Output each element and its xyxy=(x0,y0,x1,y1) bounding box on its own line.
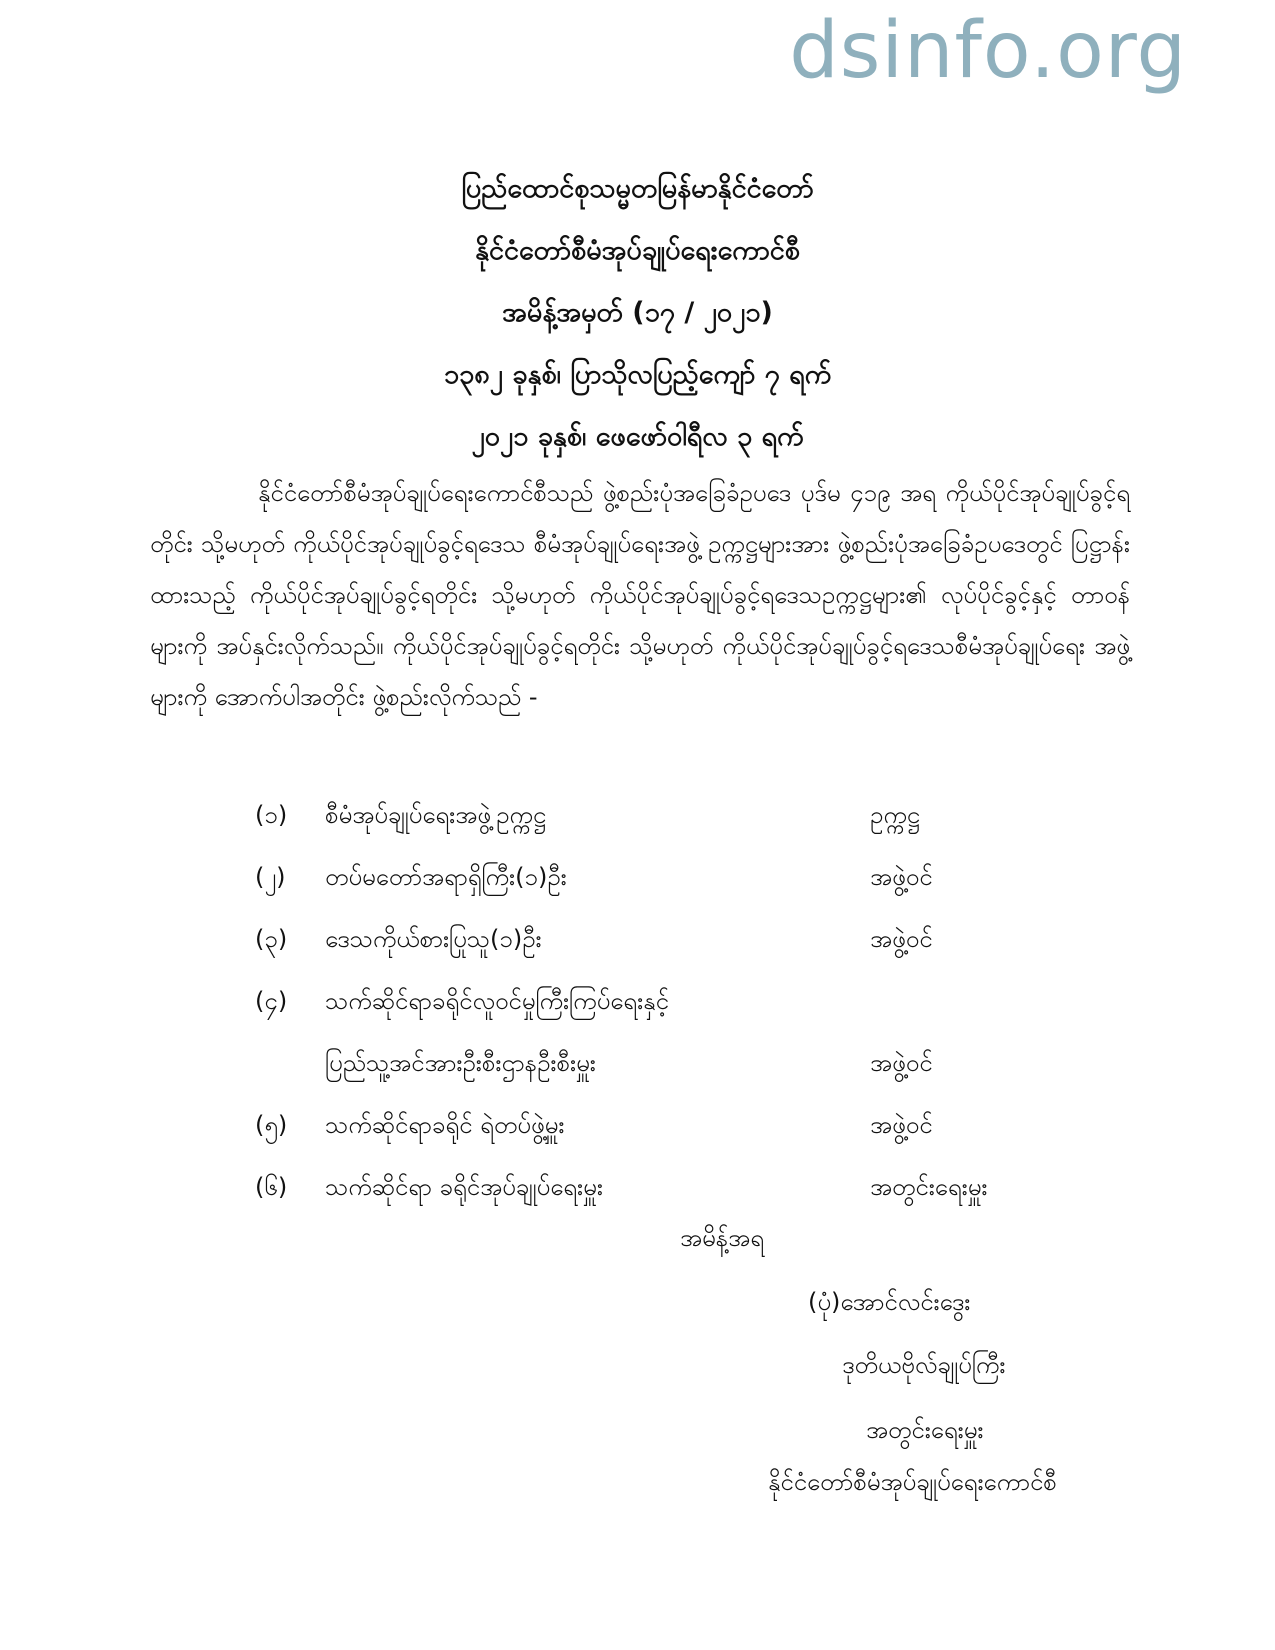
member-number: (၄) xyxy=(255,987,288,1015)
member-name-line: စီမံအုပ်ချုပ်ရေးအဖွဲ့ဥက္ကဋ္ဌ xyxy=(325,801,546,829)
member-number: (၆) xyxy=(255,1173,288,1201)
member-role: အဖွဲ့ဝင် xyxy=(870,1111,933,1139)
member-name xyxy=(325,908,870,970)
body-paragraph: နိုင်ငံတော်စီမံအုပ်ချုပ်ရေးကောင်စီသည် ဖွဲ့စည်းပုံအခြေခံဥပဒေ ပုဒ်မ ၄၁၉ အရ ကိုယ်ပိုင်အုပ်ချုပ်ခွင့်ရတိုင်း သို့မဟုတ် ကိုယ်ပိုင်အုပ်ချုပ်ခွင့်ရဒေသ စီမံအုပ်ချုပ်ရေးအဖွဲ့ ဥက္ကဋ္ဌများအား ဖွဲ့စည်းပုံအခြေခံဥပဒေတွင် ပြဋ္ဌာန်းထားသည့် ကိုယ်ပိုင်အုပ်ချုပ်ခွင့်ရတိုင်း သို့မဟုတ် ကိုယ်ပိုင်အုပ်ချုပ်ခွင့်ရဒေသဥက္ကဋ္ဌများ၏ လုပ်ပိုင်ခွင့်နှင့် တာဝန်များကို အပ်နှင်းလိုက်သည်။ ကိုယ်ပိုင်အုပ်ချုပ်ခွင့်ရတိုင်း သို့မဟုတ် ကိုယ်ပိုင်အုပ်ချုပ်ခွင့်ရဒေသစီမံအုပ်ချုပ်ရေး အဖွဲ့များကို အောက်ပါအတိုင်း ဖွဲ့စည်းလိုက်သည် - xyxy=(150,479,1130,711)
member-number: (၃) xyxy=(255,925,288,953)
list-item xyxy=(255,1156,1055,1218)
member-name xyxy=(325,1156,870,1218)
member-name-line: သက်ဆိုင်ရာခရိုင် ရဲတပ်ဖွဲ့မှူး xyxy=(325,1111,565,1139)
member-role: အတွင်းရေးမှူး xyxy=(870,1173,988,1201)
member-name-line: တပ်မတော်အရာရှိကြီး(၁)ဦး xyxy=(325,863,567,891)
list-item xyxy=(255,1094,1055,1156)
watermark: dsinfo.org xyxy=(789,6,1187,96)
country-title: ပြည်ထောင်စုသမ္မတမြန်မာနိုင်ငံတော် xyxy=(461,173,814,204)
member-name-line: ပြည်သူ့အင်အားဦးစီးဌာနဦးစီးမှူး xyxy=(325,1049,596,1077)
member-number: (၅) xyxy=(255,1111,288,1139)
member-name-line: သက်ဆိုင်ရာခရိုင်လူဝင်မှုကြီးကြပ်ရေးနှင့် xyxy=(325,987,669,1015)
member-name xyxy=(325,1094,870,1156)
member-role: ဥက္ကဋ္ဌ xyxy=(870,801,920,829)
member-name-line: သက်ဆိုင်ရာ ခရိုင်အုပ်ချုပ်ရေးမှူး xyxy=(325,1173,603,1201)
list-item xyxy=(255,784,1055,846)
member-number: (၁) xyxy=(255,801,288,829)
signatory-organization: နိုင်ငံတော်စီမံအုပ်ချုပ်ရေးကောင်စီ xyxy=(768,1468,1057,1496)
council-title: နိုင်ငံတော်စီမံအုပ်ချုပ်ရေးကောင်စီ xyxy=(475,235,800,266)
member-name-line: ဒေသကိုယ်စားပြုသူ(၁)ဦး xyxy=(325,925,542,953)
member-role: အဖွဲ့ဝင် xyxy=(870,863,933,891)
gregorian-date: ၂၀၂၁ ခုနှစ်၊ ဖေဖော်ဝါရီလ ၃ ရက် xyxy=(471,421,804,452)
signatory-rank: ဒုတိယဗိုလ်ချုပ်ကြီး xyxy=(842,1351,1006,1379)
member-list xyxy=(255,784,1055,1218)
member-name xyxy=(325,970,870,1094)
signatory-title: အတွင်းရေးမှူး xyxy=(866,1416,984,1444)
list-item xyxy=(255,908,1055,970)
member-number: (၂) xyxy=(255,863,286,891)
member-role: အဖွဲ့ဝင် xyxy=(870,925,933,953)
myanmar-date: ၁၃၈၂ ခုနှစ်၊ ပြာသိုလပြည့်ကျော် ၇ ရက် xyxy=(443,359,832,390)
list-item xyxy=(255,970,1055,1094)
order-number: အမိန့်အမှတ် (၁၇ / ၂၀၂၁) xyxy=(502,297,773,328)
list-item xyxy=(255,846,1055,908)
member-role: အဖွဲ့ဝင် xyxy=(870,1049,933,1077)
member-name xyxy=(325,846,870,908)
by-order: အမိန့်အရ xyxy=(680,1224,764,1252)
document-header xyxy=(0,158,1275,468)
member-name xyxy=(325,784,870,846)
signatory-name: (ပုံ)အောင်လင်းဒွေး xyxy=(808,1288,971,1316)
